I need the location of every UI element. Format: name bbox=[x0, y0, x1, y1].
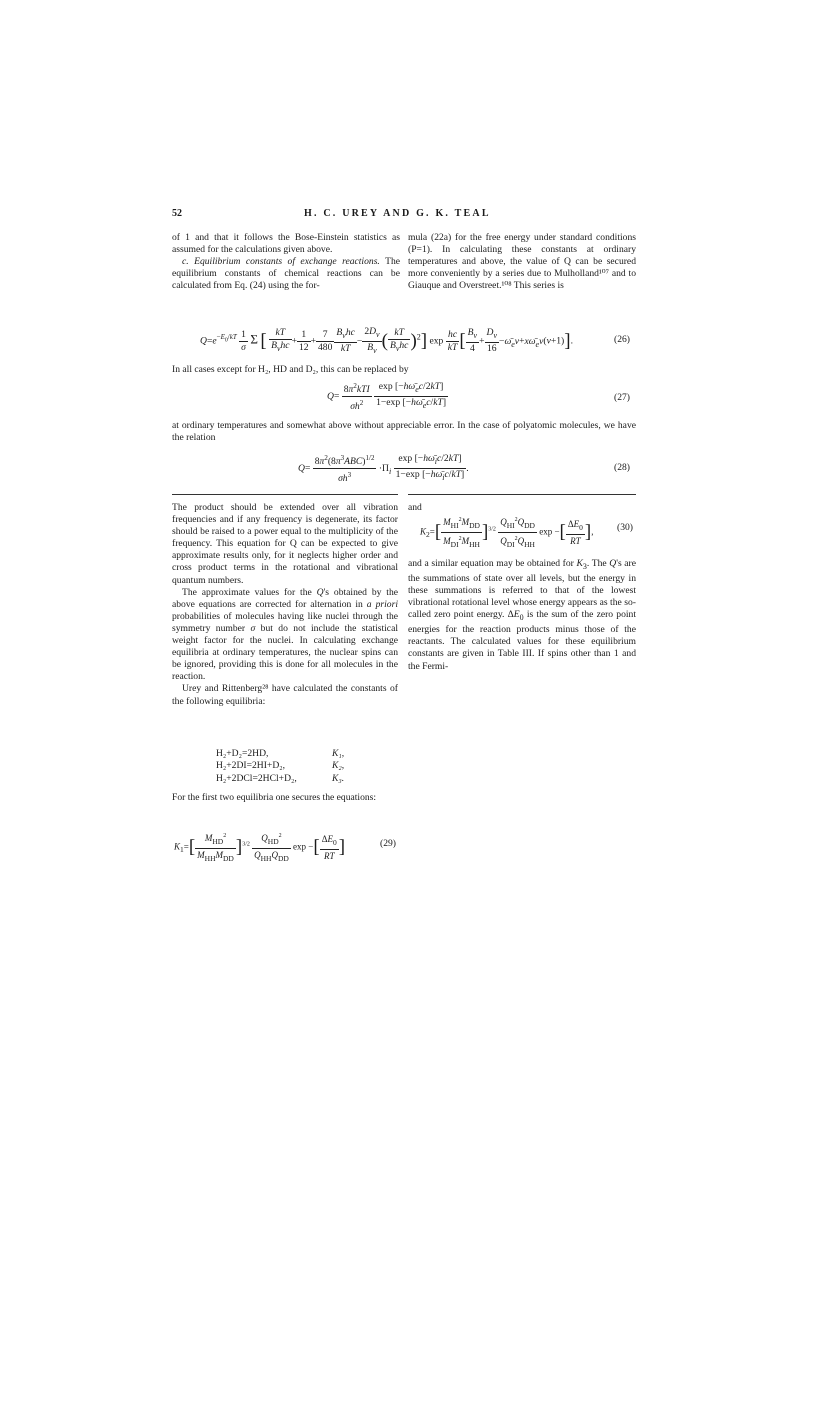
paragraph: The product should be extended over all vibration frequencies and if any frequency is degenerate, its factor should be raised to a power equal to the multiplicity of the frequency. This equation for Q can be expected to give approximate results only, for it neglects higher order and cross product terms in the rotational and vibrational quantum numbers. bbox=[172, 502, 398, 586]
equation-number: (30) bbox=[617, 522, 633, 533]
reaction bbox=[216, 748, 376, 760]
paragraph: c. Equilibrium constants of exchange reactions. The equilibrium constants of chemical reactions can be calculated from Eq. (24) using the for- bbox=[172, 256, 400, 292]
reaction bbox=[216, 773, 376, 785]
reaction-equation: H₂+2DCl=2HCl+D₂, bbox=[216, 772, 297, 784]
page-number: 52 bbox=[172, 208, 182, 219]
equation-number: (26) bbox=[614, 334, 630, 345]
reaction-equation: H₂+D₂=2HD, bbox=[216, 748, 269, 759]
equation-26: $Q=e^{-E_0/kT}$ $\frac{1}{\sigma}$ Σ [ $\frac{kT}{B_vhc}$ + $\frac{1}{12}$ + $\frac{7}{480}$ $\frac{B_vhc}{kT}$ − $\frac{2D_v}{B_v}$ ( $\frac{kT}{B_vhc}$ )$^2$] exp $\frac{hc}{kT}$ [ $\frac{B_v}{4}$ + $\frac{D_v}{16}$ $-\omegā_ev+x\omegā_ev(v+1)$]. bbox=[200, 326, 573, 355]
paragraph: at ordinary temperatures and somewhat above without appreciable error. In the case of polyatomic molecules, we have the relation bbox=[172, 420, 636, 444]
equation-number: (29) bbox=[380, 838, 396, 849]
paragraph: mula (22a) for the free energy under standard conditions (P=1). In calculating these constants at ordinary temperatures and above, the value of Q can be secured more conveniently by a series due to Mulholland¹⁰⁷ and to Giauque and Overstreet.¹⁰⁸ This series is bbox=[408, 232, 636, 292]
left-column bbox=[172, 502, 398, 708]
paragraph: Urey and Rittenberg²⁸ have calculated the constants of the following equilibria: bbox=[172, 683, 398, 707]
equation-28: Q= $\frac{8\pi^2(8\pi^3ABC)^{1/2}}{\sigma h^3}$ $\cdot\Pi_i$ $\frac{\exp [-h\omegā_ic/2kT]}{1-\exp [-h\omegā_ic/kT]}$ . bbox=[298, 453, 469, 485]
paragraph: In all cases except for H₂, HD and D₂, this can be replaced by bbox=[172, 364, 409, 375]
equation-27: Q= $\frac{8\pi^2kTI}{\sigma h^2}$ $\frac{\exp [-h\omegā_ec/2kT]}{1-\exp [-h\omegā_ec/kT]}$ bbox=[327, 381, 447, 413]
equation-number: (28) bbox=[614, 462, 630, 473]
reaction bbox=[216, 760, 376, 772]
reaction-list bbox=[216, 748, 376, 785]
paragraph: of 1 and that it follows the Bose-Einstein statistics as assumed for the calculations given above. bbox=[172, 232, 400, 256]
right-top-text bbox=[408, 232, 636, 292]
left-top-text bbox=[172, 232, 400, 292]
paragraph: and bbox=[408, 502, 422, 513]
running-title: H. C. UREY AND G. K. TEAL bbox=[304, 208, 491, 219]
reaction-equation: H₂+2DI=2HI+D₂, bbox=[216, 760, 286, 772]
equation-30: $K_2=$[ $\frac{M_{HI}^2M_{DD}}{M_{DI}^2M_{HH}}$ ]$^{3/2}$ $\frac{Q_{HI}^2Q_{DD}}{Q_{DI}^2Q_{HH}}$ exp −[ $\frac{\Delta E_0}{RT}$ ], bbox=[420, 514, 593, 551]
equation-number: (27) bbox=[614, 392, 630, 403]
reaction-constant: K₂, bbox=[332, 760, 345, 772]
equation-29: $K_1=$[ $\frac{M_{HD}^2}{M_{HH}M_{DD}}$ ]$^{3/2}$ $\frac{Q_{HD}^2}{Q_{HH}Q_{DD}}$ exp −[ $\frac{\Delta E_0}{RT}$ ] bbox=[174, 830, 345, 865]
reaction-constant: K₃. bbox=[332, 772, 345, 784]
paragraph: and a similar equation may be obtained for $K_3$. The Q's are the summations of state over all levels, but the energy in these summations is referred to that of the lowest vibrational rotational level whose energy appears as the so-called zero point energy. $\Delta E_0$ is the sum of the zero point energies for the reaction products minus those of the reactants. The calculated values for these equilibrium constants are given in Table III. If spins other than 1 and the Fermi- bbox=[408, 558, 637, 672]
paragraph: For the first two equilibria one secures the equations: bbox=[172, 792, 377, 803]
reaction-constant: K₁, bbox=[332, 748, 345, 759]
paragraph: The approximate values for the Q's obtained by the above equations are corrected for alternation in a priori probabilities of molecules having like nuclei through the symmetry number σ but do not include the statistical weight factor for the nuclei. In calculating exchange equilibria at ordinary temperatures, the nuclear spins can be ignored, providing this is done for all molecules in the reaction. bbox=[172, 586, 398, 683]
